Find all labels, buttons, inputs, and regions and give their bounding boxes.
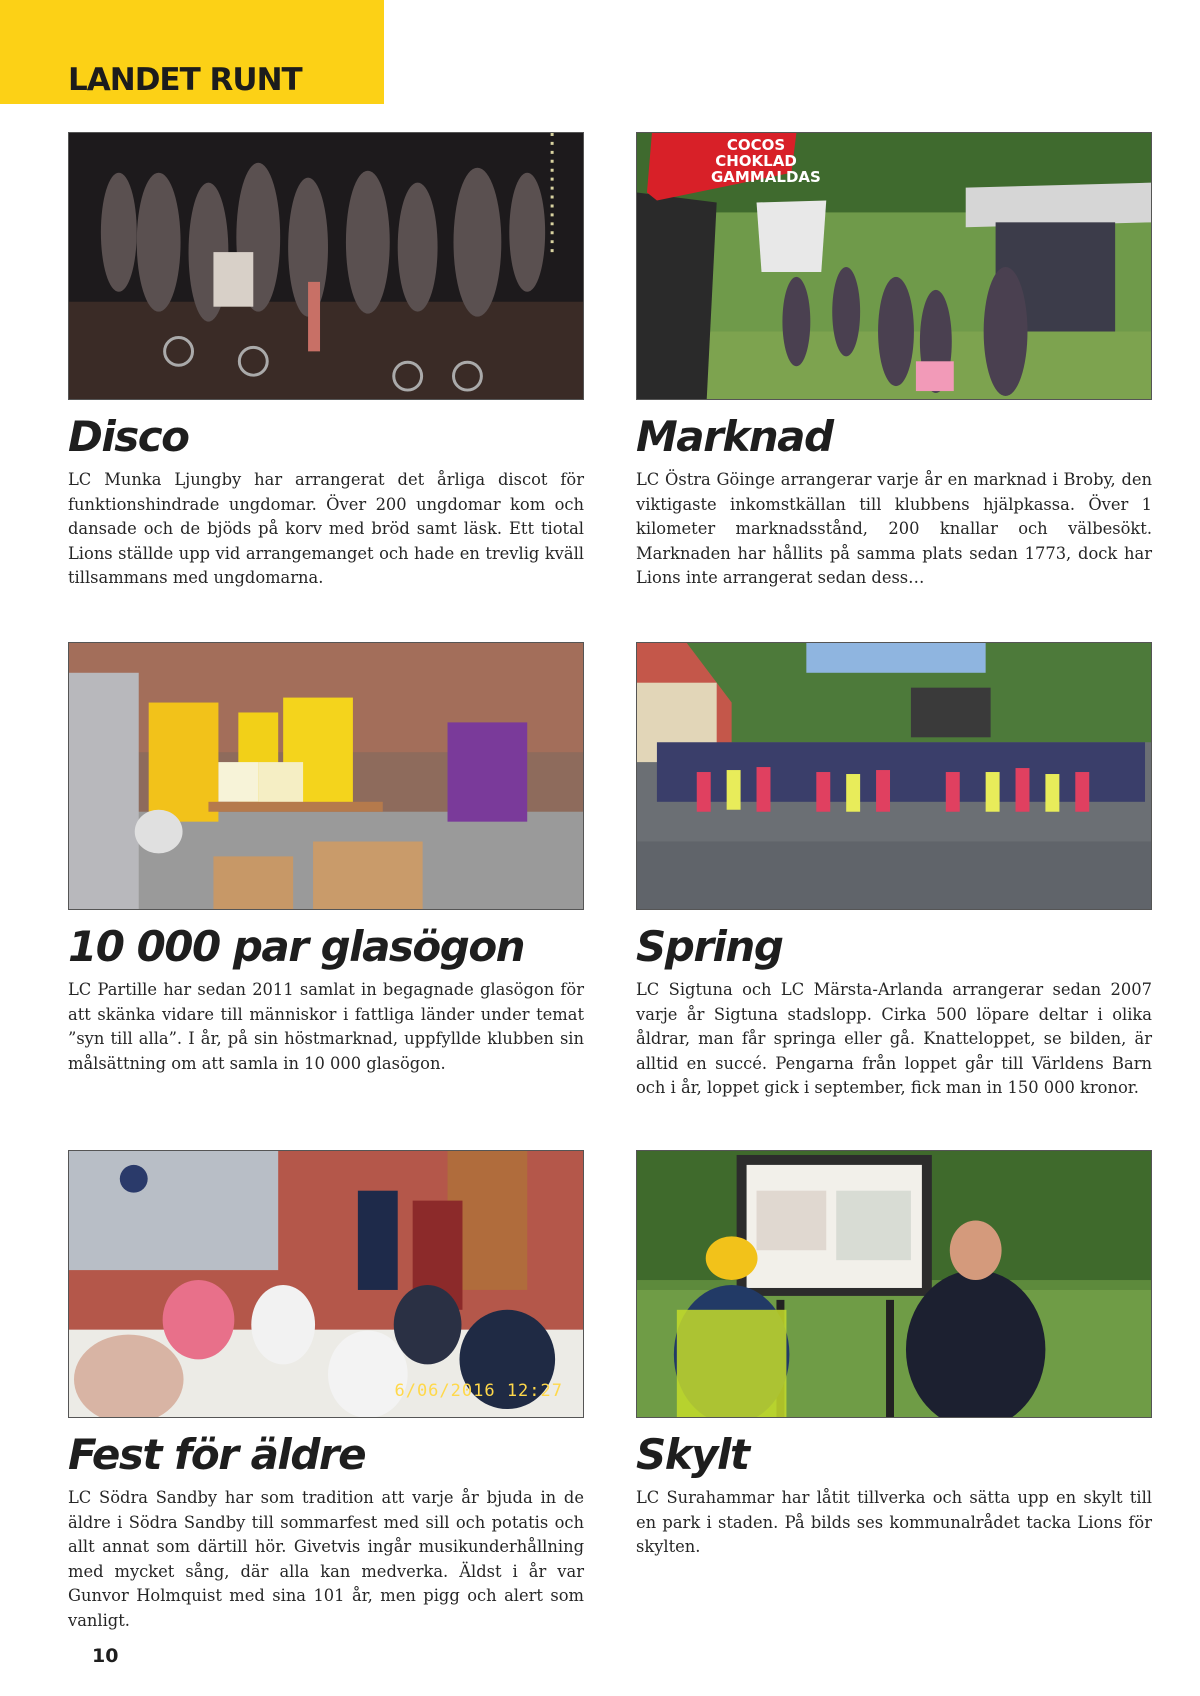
article-title: Fest för äldre xyxy=(68,1430,366,1479)
article-body: LC Partille har sedan 2011 samlat in begagnade glasögon för att skänka vidare till människor i fattliga länder under temat ”syn till alla”. I år, på sin höstmarknad, uppfyllde klubben sin målsättning om att samla in 10 000 glasögon. xyxy=(68,980,584,1073)
glasses-photo xyxy=(68,642,584,910)
article-body: LC Sigtuna och LC Märsta-Arlanda arrangerar sedan 2007 varje år Sigtuna stadslopp. Cirka 500 löpare deltar i olika åldrar, man får springa eller gå. Knatteloppet, se bilden, är alltid en succé. Pengarna från loppet går till Världens Barn och i år, loppet gick i september, fick man in 150 000 kronor. xyxy=(636,980,1152,1097)
photo-date-stamp: 6/06/2016 12:27 xyxy=(394,1381,563,1401)
article-title: Marknad xyxy=(636,412,833,461)
page-number: 10 xyxy=(92,1645,119,1667)
article-title: Skylt xyxy=(636,1430,749,1479)
article-title: Spring xyxy=(636,922,783,971)
article-body: LC Munka Ljungby har arrangerat det årliga discot för funktionshindrade ungdomar. Över 200 ungdomar kom och dansade och de bjöds på korv med bröd samt läsk. Ett tiotal Lions ställde upp vid arrangemanget och hade en trevlig kväll tillsammans med ungdomarna. xyxy=(68,470,584,587)
article-disco xyxy=(68,132,584,591)
market-photo xyxy=(636,132,1152,400)
article-skylt xyxy=(636,1150,1152,1560)
article-spring xyxy=(636,642,1152,1101)
article-body: LC Södra Sandby har som tradition att varje år bjuda in de äldre i Södra Sandby till sommarfest med sill och potatis och allt annat som därtill hör. Givetvis ingår musikunderhållning med mycket sång, där alla kan medverka. Äldst i år var Gunvor Holmquist med sina 101 år, men pigg och alert som vanligt. xyxy=(68,1488,584,1630)
article-marknad xyxy=(636,132,1152,591)
article-body: LC Surahammar har låtit tillverka och sätta upp en skylt till en park i staden. På bilds ses kommunalrådet tacka Lions för skylten. xyxy=(636,1488,1152,1556)
article-body: LC Östra Göinge arrangerar varje år en marknad i Broby, den viktigaste inkomstkällan till klubbens hjälpkassa. Över 1 kilometer marknadsstånd, 200 knallar och välbesökt. Marknaden har hållits på samma plats sedan 1773, dock har Lions inte arrangerat sedan dess… xyxy=(636,470,1152,587)
party-photo xyxy=(68,1150,584,1418)
disco-photo xyxy=(68,132,584,400)
article-glasogon xyxy=(68,642,584,1076)
market-banner-text: COCOS CHOKLAD GAMMALDAS xyxy=(711,136,821,186)
article-title: 10 000 par glasögon xyxy=(68,922,525,971)
section-label: LANDET RUNT xyxy=(68,62,302,98)
article-fest xyxy=(68,1150,584,1633)
race-photo xyxy=(636,642,1152,910)
article-title: Disco xyxy=(68,412,189,461)
sign-photo xyxy=(636,1150,1152,1418)
section-tab xyxy=(0,0,384,104)
